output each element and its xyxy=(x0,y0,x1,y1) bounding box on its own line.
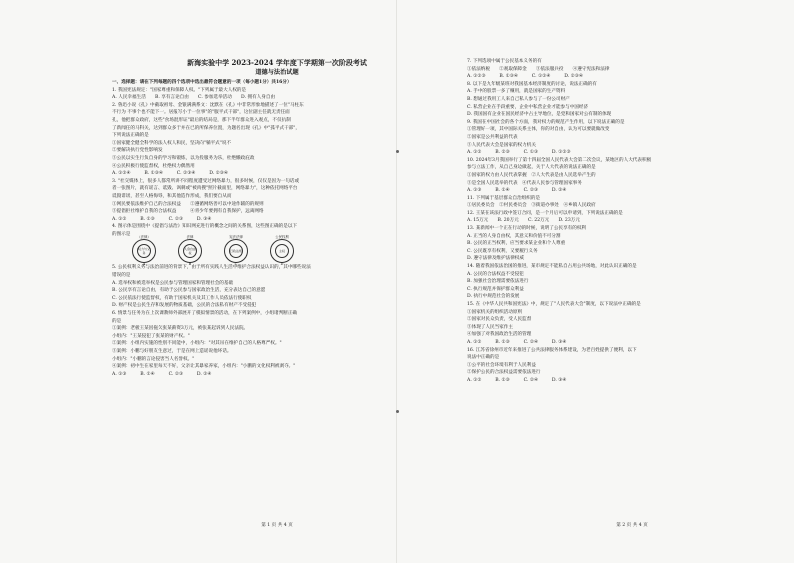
diagram-circle xyxy=(224,235,248,266)
text-line: ②要解决执行党性影响发 xyxy=(112,148,163,154)
text-line: ②国家是公共利益的代表 xyxy=(467,134,518,140)
diagram-label: 法律 xyxy=(186,235,194,240)
page-footer: 第 2 页 共 4 页 xyxy=(616,523,648,529)
text-line: 6. 情景与任务为在上次课教师外部展开了模拟情景的活动，在下列案例中，小组诸判断正确 xyxy=(112,311,298,317)
text-line: 下列说法正确的是 xyxy=(112,133,149,139)
text-line: ③是全国人民选举的代表 ④代表人民参与管理国家事务 xyxy=(467,180,582,186)
text-line: 11. 下列属于基层群众自治组织的是 xyxy=(467,195,541,201)
text-line: A. 正当的人身自由权，其意义和价值不可分割 xyxy=(467,233,561,239)
text-line: 的图示是 xyxy=(112,231,131,237)
diagram-circle xyxy=(270,235,294,266)
diagram-inner: 人身自由权 xyxy=(183,244,197,258)
text-line: A. ①②③ B. ①③④ C. ①②④ D. ②③④ xyxy=(467,74,584,80)
text-line: 16. 江苏省徐州市近年来推进了公共法律服务体系建设，为老百姓提供了便利，以下 xyxy=(467,347,637,353)
text-line: 说法中正确的是 xyxy=(467,355,500,361)
text-line: ②保护公民的合法权益需要依法进行 xyxy=(467,370,541,376)
text-line: B. 加强社会治理需要依法进行 xyxy=(467,279,529,285)
text-line: B. 公民享有言论自由，有助于公民参与国家政治生活，充分表达自己的意愿 xyxy=(112,288,266,294)
concept-diagrams xyxy=(112,235,442,266)
page-footer: 第 1 页 共 4 页 xyxy=(261,523,293,529)
text-line: 不行为 不事个也不能下一。居报写小于一位事"的"服平式干部"，这位副主任就无责任面 xyxy=(112,110,290,116)
text-line: 错误的是 xyxy=(112,273,131,279)
text-line: 10. 2024年3月我国举行了第十四届全国人民代表大会第二次会议，某地区的人大代表积极 xyxy=(467,157,652,163)
text-line: D. 财产权是公民生存和发展的物质基础，公民的合法私有财产不受侵犯 xyxy=(112,303,257,309)
text-line: 诋毁诽谤，甚至人格侮辱，和其他造作形成，我们要自从而 xyxy=(112,193,232,199)
text-line: 参与立法工作，从自己身边做起，关于人大代表的说法正确的是 xyxy=(467,165,596,171)
text-line: 5. 公民权利义务与法治前进的背景下，由于所有实践人生活中维护合法权益认识的，其中哪些说法 xyxy=(112,265,311,271)
text-line: 12. 王某在该法行政中签订合同，是一个月后可以申请到，下列说法正确的是 xyxy=(467,210,623,216)
text-line: ④公民积极行使监督权，杜绝权力偶然用 xyxy=(112,163,195,169)
text-line: 的是 xyxy=(112,318,122,324)
text-line: ①国家的权力由人民代表掌握 ②人大代表是由人民选举产生的 xyxy=(467,172,596,178)
text-line: 15. 在《中华人民共和国宪法》中，规定了"人民代表大会"制度，以下说法中正确的是 xyxy=(467,302,641,307)
question-block-1 xyxy=(112,87,442,239)
text-line: A. 人民幸福生活 B. 享有言论自由 C. 参加选举活动 D. 拥有人身自由 xyxy=(112,95,276,101)
text-line: A. ①② B. ①③ C. ②④ D. ③④ xyxy=(467,377,567,383)
text-line: ④加强了对我国政治生活的管理 xyxy=(467,332,532,338)
text-line: 小组内："王某侵犯了张某的财产权。" xyxy=(112,333,190,339)
text-line: 孔，他把群众政府，这些"食场混形证"最后的结局是，那下半年群众进入观点，不仅抗制 xyxy=(112,117,291,123)
text-line: ③体现了人民当家作主 xyxy=(467,324,513,330)
text-line: 13. 某新闻中一个正在行动的时候，说明了公民享有的权利 xyxy=(467,226,587,232)
text-line: ①管理好一项，其中国际关系主体，你的对自由，认为可以要就做改变 xyxy=(467,127,610,133)
text-line: ③公民以实生行负自身的学习和锻炼，以为投服务为乐，杜绝懒政庇政 xyxy=(112,155,255,161)
text-line: ①依法纳税 ②观取保障金 ③依法服兵役 ④遵守宪法和法律 xyxy=(467,66,610,72)
text-line: A. 15万元 B. 20万元 C. 22万元 D. 23万元 xyxy=(467,218,580,224)
text-line: A. ①② B. ①③ C. ②③ D. ③④ xyxy=(112,216,212,222)
diagram-inner: 权力与义务 xyxy=(137,244,151,258)
text-line: ①公平的社会环境有利于人民利益 xyxy=(467,362,536,368)
text-line: 了新闻任的马科关，达到群众多于并在已的所保养位置，为题名出现《孔》中"孤平式干部"， xyxy=(112,125,300,131)
section-instruction: 一、选择题：请在下列每题的四个选项中选出最符合题意的一项（每小题1分）共16分） xyxy=(112,80,292,85)
text-line: D. 执行中规范社会的发展 xyxy=(467,294,520,300)
exam-subject: 道德与法治试题 xyxy=(255,69,299,76)
text-line: A. 手中的股票一多了赚用，就是国家的生产资料 xyxy=(467,89,566,95)
text-line: 14. 随着我国依法治国的推进，某市规定不能私自占用公共场地，对此认识正确的是 xyxy=(467,264,637,270)
text-line: 2. 鲁迅小说《孔》中截取祖母、金银满满系文：沈默在《孔》中非常形象地描述了一位"马柱东 xyxy=(112,102,304,108)
diagram-label: 公民权利 xyxy=(275,235,289,240)
text-line: B. 想通过我用工人来自己私人参与了一份公司财产 xyxy=(467,96,570,102)
text-line: 小组内："小鹏的言论侵害当人名誉权。" xyxy=(112,356,195,362)
text-line: 3. "社交媒体上，很多人都常所讲不同程度遭受过网络暴力，很多时候，仅仅是因为一句话或 xyxy=(112,178,300,184)
exam-title: 新海实验中学 2023-2024 学年度下学期第一次阶段考试 xyxy=(187,58,367,67)
text-line: 9. 我国在中国社会的各个方面，我对权力的规范产生作用，以下说法正确的是 xyxy=(467,119,625,125)
text-line: ②案例：小组内实施的性别不同能中，小组内："对其吊在维护自己的人格尊严权。" xyxy=(112,341,282,347)
question-block-3 xyxy=(467,58,794,385)
text-line: ①国家机关的组织活动原则 xyxy=(467,309,523,315)
text-line: A. 选举权和被选举权是公民参与管理国家和管理社会的基础 xyxy=(112,280,234,286)
text-line: ③提倡拒社维护自我的合法权益 ④青少年要拥有自我保护，远离网络 xyxy=(112,209,264,215)
question-block-2 xyxy=(112,264,442,378)
diagram-option: C xyxy=(234,261,238,266)
text-line: ②国家对民众负责，受人民监督 xyxy=(467,317,532,323)
text-line: ①网民要依法维护自己的合法权益 ②遵循网络善可以中途作辅的的规则 xyxy=(112,201,264,207)
diagram-inner: 主权 xyxy=(275,244,289,258)
text-line: A. ①②④ B. ①③④ C. ②③④ D. ②③④ xyxy=(112,171,229,177)
text-line: A. ①② B. ②③ C. ①③ D. ①②③ xyxy=(467,150,571,156)
text-line: A. ①③ B. ①④ C. ②③ D. ②④ xyxy=(112,371,212,377)
exam-page-1 xyxy=(112,58,442,528)
exam-page-2 xyxy=(467,58,794,528)
text-line: C. 执行规范并保护群众利益 xyxy=(467,286,524,292)
text-line: ④案例：初中生在家里每天不好，父亲让其暴家养家，小组内："小鹏的文化权利被剥夺。" xyxy=(112,364,296,370)
diagram-inner: 行政法规 xyxy=(229,244,243,258)
diagram-circle xyxy=(178,235,202,266)
diagram-label: 宪法法律 xyxy=(229,235,243,240)
text-line: ③案例：小鹏与好朋友生意过，于是在网上造谣说他坏话。 xyxy=(112,349,232,354)
text-line: A. ①② B. ①③ C. ②④ D. ③④ xyxy=(467,339,567,345)
diagram-option: B xyxy=(188,261,192,266)
text-line: 8. 以下是九年级某班对我国基本经济制度的讨论，说法正确的有 xyxy=(467,81,597,87)
text-line: 1. 我国宪法规定："国家尊重和保障人权。"下列属于最大人权的是 xyxy=(112,87,247,93)
text-line: B. 公民的正当权利，应当要求某企业和个人尊重 xyxy=(467,241,566,247)
diagram-circle xyxy=(132,235,156,266)
text-line: 7. 下列选项中属于公民基本义务的有 xyxy=(467,59,542,64)
text-line: ③人民代表大会是国家的权力机关 xyxy=(467,142,536,148)
text-line: ①案例：老板王某因拖欠张某薪资3万元，被张某起诉到人民法院。 xyxy=(112,326,249,332)
diagram-option: A xyxy=(142,261,146,266)
text-line: A. ①③ B. ①④ C. ②③ D. ②④ xyxy=(467,188,567,194)
text-line: ①居民委员会 ②村民委员会 ③街道办事处 ④乡镇人民政府 xyxy=(467,203,596,209)
text-line: D. 遵守法律及维护法律权威 xyxy=(467,256,524,262)
text-line: C. 公民依法行使监督权，有助于国家机关及其工作人员依法行使职权 xyxy=(112,295,252,301)
text-line: A. 公民的合法权益不受侵犯 xyxy=(467,271,524,277)
text-line: 4. 图示体是围绕中《提倡与法治》知识网充进行的概念之间的关系图，这些图正确的是以下 xyxy=(112,224,298,230)
diagram-option: D xyxy=(280,261,284,266)
text-line: D. 我国国有企业在国民经济中占主导地位，是党和国家对公有制的体现 xyxy=(467,112,612,118)
text-line: C. 公民既享有权利，又要履行义务 xyxy=(467,248,538,254)
text-line: ①国家健全健全科学的法人权人和民，坚决向"躺平式"说不 xyxy=(112,140,232,146)
text-line: 者一张图片，就有谣言、诋毁、讽刺或"被肉搜"照片截面里，网络暴力"，这种依托网络平台 xyxy=(112,186,298,192)
diagram-label: （法律） xyxy=(137,235,151,240)
text-line: C. 私营企业在手段重要，企业中私营企业才能参与中国经济 xyxy=(467,104,589,110)
